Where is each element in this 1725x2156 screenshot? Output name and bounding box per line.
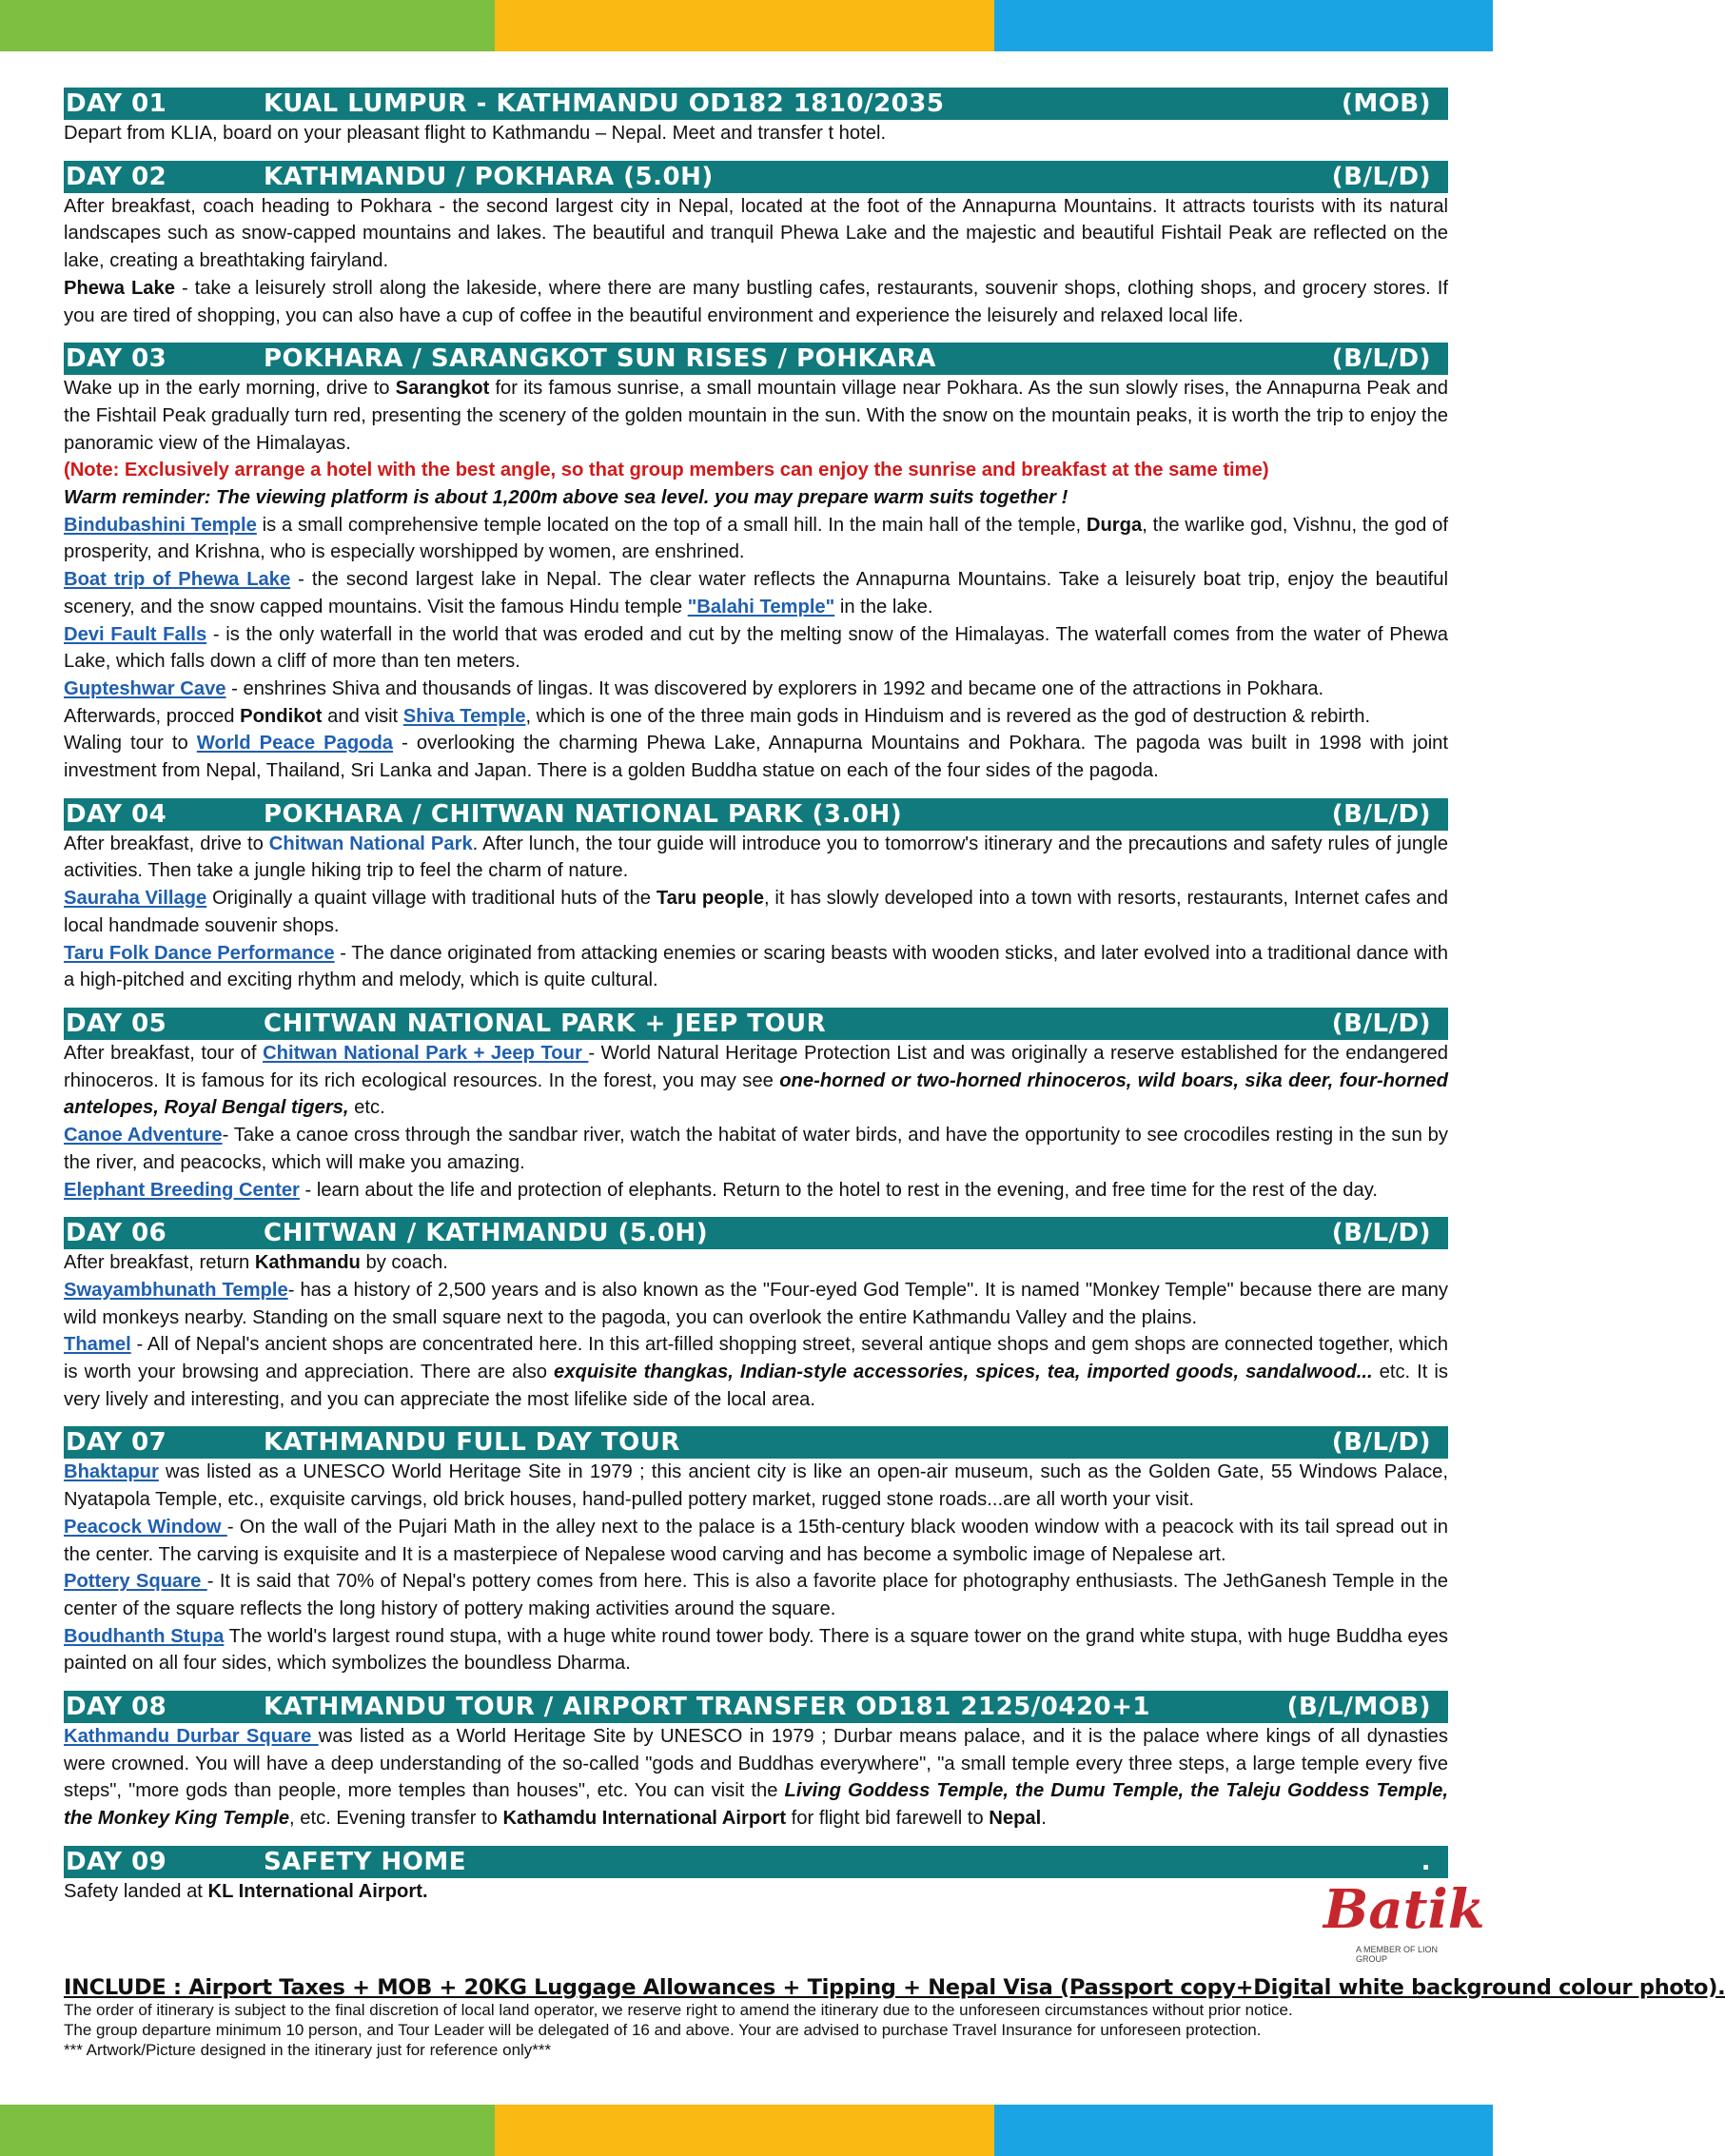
day-paragraph <box>64 831 1448 885</box>
day-number: DAY 07 <box>66 1428 167 1458</box>
day-section <box>64 1691 1448 1833</box>
text-run: Chitwan National Park <box>268 833 473 854</box>
stripe-blue <box>994 2105 1493 2156</box>
text-run: was listed as a UNESCO World Heritage Site in 1979 ; this ancient city is like an open-air museum, such as the Golden Gate, 55 Windows Palace, Nyatapola Temple, etc., exquisite carvings, old brick houses, hand-pulled pottery market, rugged stone roads...are all worth your visit. <box>64 1461 1448 1511</box>
text-run: KL International Airport. <box>207 1880 428 1902</box>
text-run: etc. It is very lively and interesting, and you can appreciate the most lifelike side of the local area. <box>64 1362 1448 1410</box>
text-run: Durga <box>1086 514 1143 536</box>
day-paragraph <box>64 885 1448 939</box>
attraction-link[interactable]: Boat trip of Phewa Lake <box>64 569 291 591</box>
day-number: DAY 05 <box>66 1009 167 1038</box>
text-run: Originally a quaint village with traditional huts of the <box>206 888 657 910</box>
text-run: After breakfast, coach heading to Pokhara - the second largest city in Nepal, located at the foot of the Annapurna Mountains. It attracts tourists with its natural landscapes such as snow-capped mountains and lakes. The beautiful and tranquil Phewa Lake and the majestic and beautiful Fishtail Peak are reflected on the lake, creating a breathtaking fairyland. <box>64 195 1448 272</box>
day-paragraph <box>64 703 1448 731</box>
attraction-link[interactable]: Peacock Window <box>64 1516 227 1538</box>
day-header <box>64 161 1448 193</box>
day-title: KATHMANDU / POKHARA (5.0H) <box>264 162 714 191</box>
text-run: etc. <box>348 1097 385 1119</box>
text-run: in the lake. <box>834 596 933 617</box>
text-run: Living Goddess Temple, the Dumu Temple, the Taleju Goddess Temple, the Monkey King Temple <box>64 1780 1448 1830</box>
stripe-blue <box>994 0 1493 51</box>
text-run: Nepal <box>989 1808 1042 1830</box>
text-run: , which is one of the three main gods in Hinduism and is revered as the god of destruction & rebirth. <box>525 705 1371 727</box>
day-title: POKHARA / CHITWAN NATIONAL PARK (3.0H) <box>264 799 903 829</box>
text-run: - enshrines Shiva and thousands of lingas. It was discovered by explorers in 1992 and became one of the attractions in Pokhara. <box>225 677 1324 699</box>
day-paragraph <box>64 1878 1448 1906</box>
day-paragraph <box>64 1177 1448 1205</box>
day-section <box>64 88 1448 147</box>
attraction-link[interactable]: Gupteshwar Cave <box>64 677 226 699</box>
day-paragraph <box>64 512 1448 566</box>
text-run: Warm reminder: The viewing platform is about 1,200m above sea level. you may prepare warm suits together ! <box>64 487 1068 509</box>
day-header <box>64 798 1448 831</box>
text-run: - take a leisurely stroll along the lakeside, where there are many bustling cafes, restaurants, souvenir shops, clothing shops, and grocery stores. If you are tired of shopping, you can also have a cup of coffee in the beautiful environment and experience the leisurely and relaxed local life. <box>64 277 1448 326</box>
day-section <box>64 161 1448 330</box>
day-section <box>64 1008 1448 1204</box>
text-run: by coach. <box>360 1252 448 1274</box>
text-run: Phewa Lake <box>64 277 175 299</box>
day-paragraph <box>64 375 1448 457</box>
logo-word: Batik <box>1323 1878 1485 1941</box>
day-paragraph <box>64 566 1448 620</box>
day-number: DAY 08 <box>66 1693 167 1722</box>
text-run: - World Natural Heritage Protection List and was originally a reserve established for the endangered rhinoceros. It is famous for its rich ecological resources. In the forest, you may see <box>64 1042 1448 1091</box>
text-run: Taru people <box>656 888 764 910</box>
day-meals: (B/L/MOB) <box>1286 1693 1431 1722</box>
attraction-link[interactable]: Bindubashini Temple <box>64 514 257 536</box>
text-run: for its famous sunrise, a small mountain village near Pokhara. As the sun slowly rises, the Annapurna Peak and the Fishtail Peak gradually turn red, presenting the scenery of the golden mountain in the sun. With the snow on the mountain peaks, it is worth the trip to enjoy the panoramic view of the Himalayas. <box>64 378 1448 454</box>
day-number: DAY 04 <box>66 799 167 829</box>
day-number: DAY 06 <box>66 1219 167 1248</box>
text-run: Kathmandu <box>254 1252 361 1274</box>
note-line: The group departure minimum 10 person, and Tour Leader will be delegated of 16 and above. Your are advised to purchase Travel Insurance for unforeseen protection. <box>64 2021 1262 2039</box>
bottom-color-stripe <box>0 2105 1493 2156</box>
text-run: , the warlike god, Vishnu, the god of prosperity, and Krishna, who is especially worshipped by women, are enshrined. <box>64 514 1448 563</box>
day-paragraph <box>64 1331 1448 1413</box>
text-run: Sarangkot <box>395 378 490 400</box>
day-paragraph <box>64 1249 1448 1277</box>
day-meals: (B/L/D) <box>1331 1009 1431 1038</box>
day-title: CHITWAN / KATHMANDU (5.0H) <box>264 1219 709 1248</box>
day-paragraph <box>64 275 1448 329</box>
day-paragraph <box>64 1277 1448 1331</box>
attraction-link[interactable]: Bhaktapur <box>64 1461 159 1483</box>
day-header <box>64 1426 1448 1459</box>
day-paragraph <box>64 1568 1448 1622</box>
day-header <box>64 343 1448 375</box>
attraction-link[interactable]: Elephant Breeding Center <box>64 1179 300 1201</box>
text-run: Safety landed at <box>64 1880 208 1902</box>
day-meals: . <box>1421 1847 1431 1876</box>
day-header <box>64 1008 1448 1040</box>
day-title: CHITWAN NATIONAL PARK + JEEP TOUR <box>264 1009 827 1038</box>
day-section <box>64 343 1448 785</box>
text-run: for flight bid farewell to <box>786 1808 990 1830</box>
day-paragraph <box>64 193 1448 275</box>
text-run: , it has slowly developed into a town with resorts, restaurants, Internet cafes and local handmade souvenir shops. <box>64 888 1448 936</box>
day-paragraph <box>64 484 1448 512</box>
text-run: After breakfast, tour of <box>64 1042 264 1064</box>
text-run: - overlooking the charming Phewa Lake, Annapurna Mountains and Pokhara. The pagoda was built in 1998 with joint investment from Nepal, Thailand, Sri Lanka and Japan. There is a golden Buddha statue on each of the four sides of the pagoda. <box>64 733 1449 782</box>
attraction-link[interactable]: Pottery Square <box>64 1571 207 1593</box>
note-line: *** Artwork/Picture designed in the itinerary just for reference only*** <box>64 2041 552 2059</box>
text-run: - All of Nepal's ancient shops are concentrated here. In this art-filled shopping street, several antique shops and gem shops are connected together, which is worth your browsing and appreciation. There are also <box>64 1334 1448 1383</box>
day-meals: (B/L/D) <box>1331 1219 1431 1248</box>
day-paragraph <box>64 1514 1448 1568</box>
day-number: DAY 03 <box>66 344 167 374</box>
attraction-link[interactable]: Canoe Adventure <box>64 1125 223 1147</box>
text-run: is a small comprehensive temple located on the top of a small hill. In the main hall of the temple, <box>256 514 1087 536</box>
day-number: DAY 09 <box>66 1847 167 1876</box>
stripe-green <box>0 2105 495 2156</box>
attraction-link[interactable]: Sauraha Village <box>64 888 207 910</box>
attraction-link[interactable]: Swayambhunath Temple <box>64 1279 288 1301</box>
day-title: SAFETY HOME <box>264 1847 466 1876</box>
day-title: POKHARA / SARANGKOT SUN RISES / POHKARA <box>264 344 936 374</box>
text-run: - has a history of 2,500 years and is also known as the "Four-eyed God Temple". It is named "Monkey Temple" because there are many wild monkeys nearby. Standing on the small square next to the pagoda, you can overlook the entire Kathmandu Valley and the plains. <box>64 1279 1448 1328</box>
text-run: - is the only waterfall in the world that was eroded and cut by the melting snow of the Himalayas. The waterfall comes from the water of Phewa Lake, which falls down a cliff of more than ten meters. <box>64 623 1448 673</box>
day-meals: (B/L/D) <box>1331 344 1431 374</box>
text-run: - Take a canoe cross through the sandbar river, watch the habitat of water birds, and have the opportunity to see crocodiles resting in the sun by the river, and peacocks, which will make you amazing. <box>64 1125 1449 1173</box>
text-run: one-horned or two-horned rhinoceros, wild boars, sika deer, four-horned antelopes, Royal Bengal tigers, <box>64 1069 1448 1119</box>
day-paragraph <box>64 730 1448 784</box>
itinerary <box>64 88 1448 1919</box>
text-run: After breakfast, return <box>64 1252 255 1274</box>
text-run: - On the wall of the Pujari Math in the alley next to the palace is a 15th-century black wooden window with a peacock with its tail spread out in the center. The carving is exquisite and It is a masterpiece of Nepalese wood carving and has become a symbolic image of Nepalese art. <box>64 1516 1448 1565</box>
note-line: The order of itinerary is subject to the final discretion of local land operator, we reserve right to amend the itinerary due to the unforeseen circumstances without prior notice. <box>64 2001 1293 2019</box>
text-run: , etc. Evening transfer to <box>289 1808 503 1830</box>
text-run: - the second largest lake in Nepal. The clear water reflects the Annapurna Mountains. Take a leisurely boat trip, enjoy the beautiful scenery, and the snow capped mountains. Visit the famous Hindu temple <box>64 569 1448 617</box>
day-header <box>64 1217 1448 1249</box>
text-run: - The dance originated from attacking enemies or scaring beasts with wooden sticks, and later evolved into a traditional dance with a high-pitched and exciting rhythm and melody, which is quite cultural. <box>64 942 1448 991</box>
include-section <box>64 1975 1725 2060</box>
text-run: - It is said that 70% of Nepal's pottery comes from here. This is also a favorite place for photography enthusiasts. The JethGanesh Temple in the center of the square reflects the long history of pottery making activities around the square. <box>64 1571 1448 1619</box>
attraction-link[interactable]: Kathmandu Durbar Square <box>64 1726 319 1748</box>
attraction-link[interactable]: Chitwan National Park + Jeep Tour <box>263 1042 589 1064</box>
day-header <box>64 1846 1448 1878</box>
day-title: KATHMANDU FULL DAY TOUR <box>264 1428 680 1458</box>
text-run: After breakfast, drive to <box>64 833 269 854</box>
text-run: Kathamdu International Airport <box>502 1808 787 1830</box>
text-run: was listed as a World Heritage Site by UNESCO in 1979 ; Durbar means palace, and it is the palace where kings of all dynasties were crowned. You will have a deep understanding of the so-called "gods and Buddhas everywhere", "a small temple every three steps, a large temple every five steps", "more gods than people, more temples than houses", etc. You can visit the <box>64 1726 1448 1802</box>
attraction-link[interactable]: Boudhanth Stupa <box>64 1625 225 1647</box>
attraction-link[interactable]: World Peace Pagoda <box>196 733 394 755</box>
text-run: Pondikot <box>240 705 323 727</box>
text-run: and visit <box>322 705 403 727</box>
day-paragraph <box>64 1723 1448 1833</box>
text-run: Depart from KLIA, board on your pleasant flight to Kathmandu – Nepal. Meet and transfer t hotel. <box>64 123 887 144</box>
text-run: Waling tour to <box>64 733 197 755</box>
logo-subtitle: A MEMBER OF LION GROUP <box>1356 1945 1439 1964</box>
day-number: DAY 02 <box>66 162 167 191</box>
attraction-link[interactable]: Devi Fault Falls <box>64 623 207 645</box>
day-paragraph <box>64 676 1448 703</box>
day-paragraph <box>64 621 1448 676</box>
day-title: KUAL LUMPUR - KATHMANDU OD182 1810/2035 <box>264 89 945 118</box>
text-run: The world's largest round stupa, with a huge white round tower body. There is a square tower on the grand white stupa, with huge Buddha eyes painted on all four sides, which symbolizes the boundless Dharma. <box>64 1625 1448 1675</box>
day-paragraph <box>64 1122 1448 1176</box>
text-run: Afterwards, procced <box>64 705 241 727</box>
stripe-yellow <box>495 2105 994 2156</box>
text-run: (Note: Exclusively arrange a hotel with the best angle, so that group members can enjoy the sunrise and breakfast at the same time) <box>64 460 1269 481</box>
stripe-yellow <box>495 0 994 51</box>
day-title: KATHMANDU TOUR / AIRPORT TRANSFER OD181 2125/0420+1 <box>264 1693 1150 1722</box>
day-meals: (B/L/D) <box>1331 799 1431 829</box>
day-paragraph <box>64 1459 1448 1513</box>
batik-logo <box>1318 1878 1485 1964</box>
stripe-green <box>0 0 495 51</box>
day-number: DAY 01 <box>66 89 167 118</box>
top-color-stripe <box>0 0 1493 51</box>
text-run: Wake up in the early morning, drive to <box>64 378 396 400</box>
attraction-link[interactable]: Thamel <box>64 1334 131 1356</box>
day-section <box>64 1846 1448 1906</box>
day-paragraph <box>64 1040 1448 1122</box>
day-paragraph <box>64 457 1448 484</box>
day-header <box>64 88 1448 120</box>
day-paragraph <box>64 120 1448 147</box>
day-header <box>64 1691 1448 1723</box>
day-paragraph <box>64 940 1448 994</box>
day-section <box>64 1426 1448 1677</box>
day-section <box>64 1217 1448 1413</box>
day-meals: (MOB) <box>1341 89 1431 118</box>
text-run: . After lunch, the tour guide will introduce you to tomorrow's itinerary and the precautions and safety rules of jungle activities. Then take a jungle hiking trip to feel the charm of nature. <box>64 833 1448 882</box>
text-run: exquisite thangkas, Indian-style accessories, spices, tea, imported goods, sandalwood... <box>554 1362 1373 1383</box>
day-meals: (B/L/D) <box>1331 1428 1431 1458</box>
text-run: - learn about the life and protection of elephants. Return to the hotel to rest in the evening, and free time for the rest of the day. <box>299 1179 1378 1201</box>
include-title: INCLUDE : Airport Taxes + MOB + 20KG Luggage Allowances + Tipping + Nepal Visa (Passport copy+Digital white background colour photo). <box>64 1975 1725 2000</box>
attraction-link[interactable]: Shiva Temple <box>402 705 526 727</box>
attraction-link[interactable]: "Balahi Temple" <box>687 596 835 617</box>
day-section <box>64 798 1448 994</box>
text-run: . <box>1041 1808 1047 1830</box>
attraction-link[interactable]: Taru Folk Dance Performance <box>64 942 335 964</box>
day-meals: (B/L/D) <box>1331 162 1431 191</box>
day-paragraph <box>64 1623 1448 1677</box>
